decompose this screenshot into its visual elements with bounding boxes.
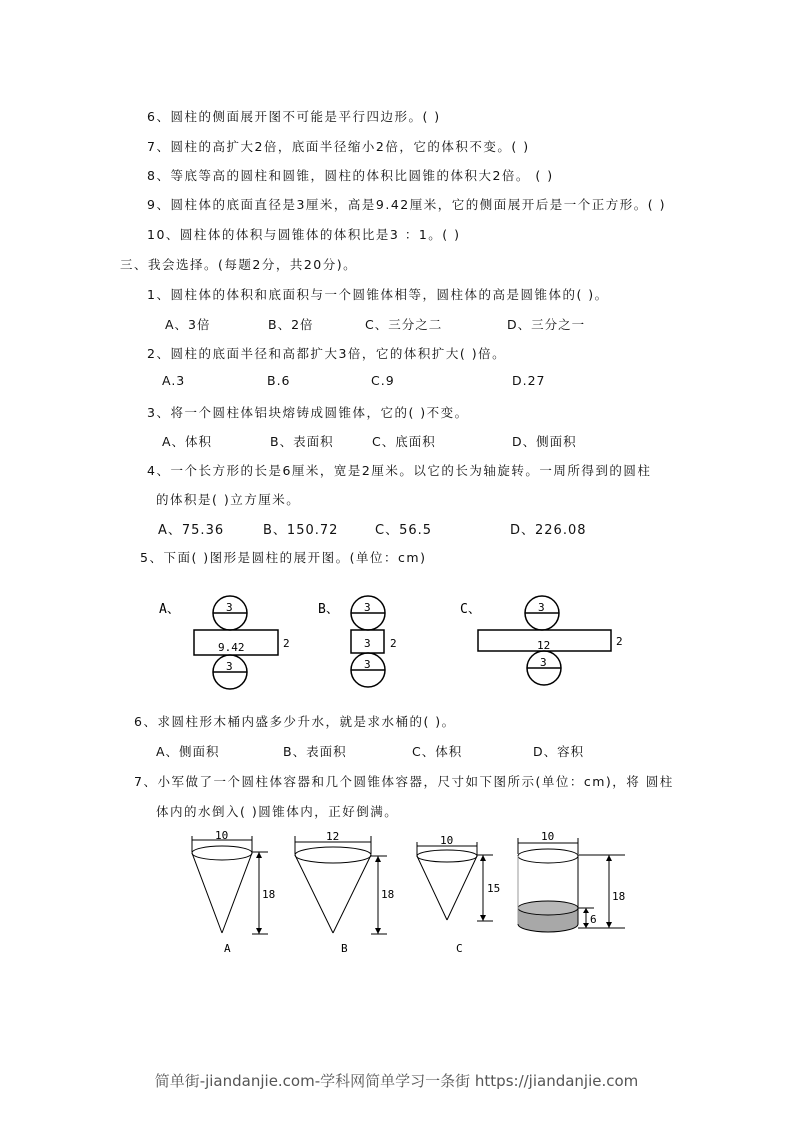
question-2: 2、圆柱的底面半径和高都扩大3倍，它的体积扩大( )倍。	[147, 346, 507, 361]
net-c-circle-top: 3	[538, 601, 545, 614]
q1-option-d: D、三分之一	[507, 317, 586, 332]
q2-option-d: D.27	[512, 373, 546, 388]
net-b-side: 2	[390, 637, 397, 650]
cone-c-diameter: 10	[440, 834, 454, 847]
net-c-rect: 12	[537, 639, 551, 652]
question-4: 4、一个长方形的长是6厘米，宽是2厘米。以它的长为轴旋转。一周所得到的圆柱	[147, 463, 652, 478]
q6-option-d: D、容积	[533, 744, 585, 759]
q4-option-b: B、150.72	[263, 523, 339, 538]
q3-option-b: B、表面积	[270, 434, 334, 449]
judgement-item-9: 9、圆柱体的底面直径是3厘米，高是9.42厘米，它的侧面展开后是一个正方形。( )	[147, 197, 666, 212]
net-b-rect: 3	[364, 637, 371, 650]
question-7: 7、小军做了一个圆柱体容器和几个圆锥体容器，尺寸如下图所示(单位：cm)，将 圆柱	[134, 774, 674, 789]
cone-a-label: A	[224, 942, 231, 955]
cone-c-height: 15	[487, 882, 501, 895]
net-a-side: 2	[283, 637, 290, 650]
question-1: 1、圆柱体的体积和底面积与一个圆锥体相等，圆柱体的高是圆锥体的( )。	[147, 287, 609, 302]
cylinder-height: 18	[612, 890, 626, 903]
judgement-item-10: 10、圆柱体的体积与圆锥体的体积比是3 ：1。( )	[147, 227, 461, 242]
net-a-label: A、	[159, 602, 180, 617]
q6-option-b: B、表面积	[283, 744, 347, 759]
judgement-item-8: 8、等底等高的圆柱和圆锥，圆柱的体积比圆锥的体积大2倍。 ( )	[147, 168, 554, 183]
cone-a-diameter: 10	[215, 829, 229, 842]
cones-cylinder-figure	[180, 828, 640, 958]
question-3: 3、将一个圆柱体铝块熔铸成圆锥体，它的( )不变。	[147, 405, 469, 420]
cone-a-height: 18	[262, 888, 276, 901]
net-a-circle-top: 3	[226, 601, 233, 614]
cone-b-label: B	[341, 942, 348, 955]
question-6: 6、求圆柱形木桶内盛多少升水，就是求水桶的( )。	[134, 714, 456, 729]
net-c-label: C、	[460, 602, 481, 617]
q1-option-a: A、3倍	[165, 317, 211, 332]
judgement-item-6: 6、圆柱的侧面展开图不可能是平行四边形。( )	[147, 109, 441, 124]
q2-option-c: C.9	[371, 373, 395, 388]
net-b-circle-top: 3	[364, 601, 371, 614]
question-4-cont: 的体积是( )立方厘米。	[156, 492, 301, 507]
footer-watermark: 简单街-jiandanjie.com-学科网简单学习一条街 https://jiandanjie.com	[154, 1072, 639, 1090]
q4-option-d: D、226.08	[510, 523, 587, 538]
q3-option-d: D、侧面积	[512, 434, 577, 449]
q1-option-c: C、三分之二	[365, 317, 443, 332]
cylinder-diameter: 10	[541, 830, 555, 843]
q2-option-a: A.3	[162, 373, 186, 388]
net-b-circle-bottom: 3	[364, 658, 371, 671]
net-c-circle-bottom: 3	[540, 656, 547, 669]
q6-option-c: C、体积	[412, 744, 463, 759]
section-title: 三、我会选择。(每题2分，共20分)。	[120, 257, 358, 272]
question-7-cont: 体内的水倒入( )圆锥体内，正好倒满。	[156, 804, 399, 819]
q2-option-b: B.6	[267, 373, 291, 388]
question-5: 5、下面( )图形是圆柱的展开图。(单位：cm)	[140, 550, 427, 565]
cylinder-nets-figure	[150, 595, 630, 690]
cone-c-label: C	[456, 942, 463, 955]
cylinder-water-height: 6	[590, 913, 597, 926]
q3-option-a: A、体积	[162, 434, 213, 449]
net-a-circle-bottom: 3	[226, 660, 233, 673]
cone-b-diameter: 12	[326, 830, 340, 843]
cone-b-height: 18	[381, 888, 395, 901]
q3-option-c: C、底面积	[372, 434, 436, 449]
net-c-side: 2	[616, 635, 623, 648]
net-b-label: B、	[318, 602, 339, 617]
q6-option-a: A、侧面积	[156, 744, 220, 759]
judgement-item-7: 7、圆柱的高扩大2倍，底面半径缩小2倍，它的体积不变。( )	[147, 139, 530, 154]
q1-option-b: B、2倍	[268, 317, 314, 332]
q4-option-a: A、75.36	[158, 523, 225, 538]
net-a-rect: 9.42	[218, 641, 245, 654]
q4-option-c: C、56.5	[375, 523, 433, 538]
